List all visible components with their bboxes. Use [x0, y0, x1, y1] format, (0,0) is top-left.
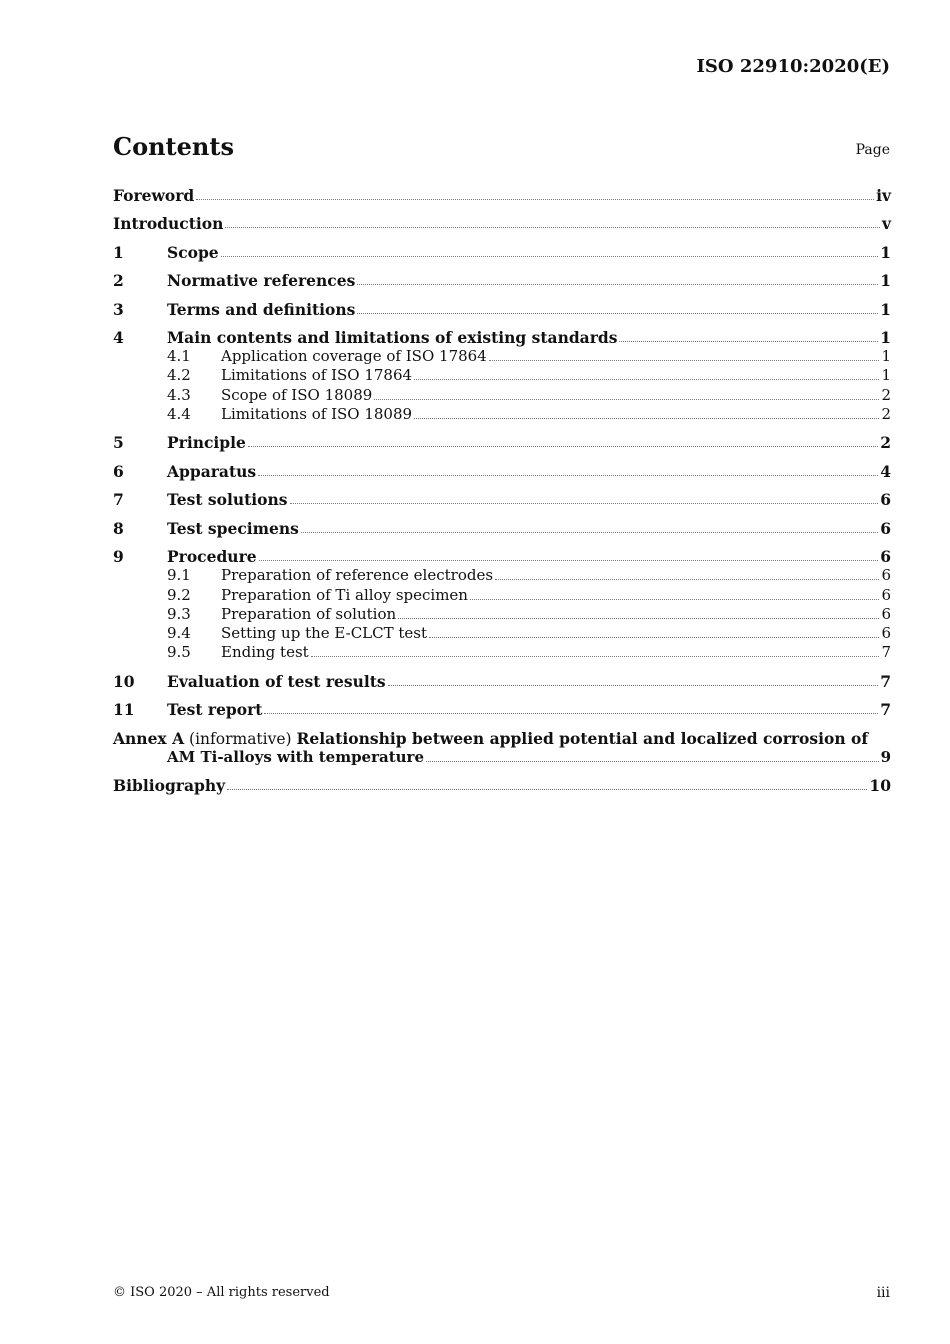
dot-leader	[221, 255, 879, 257]
toc-entry-page: 9	[880, 748, 891, 766]
annex-title-line1: Relationship between applied potential and localized corrosion of	[296, 729, 869, 748]
toc-entry-number: 9.3	[167, 605, 191, 623]
toc-entry-page: 1	[881, 366, 891, 384]
toc-entry-number: 9.2	[167, 586, 191, 604]
dot-leader	[470, 598, 880, 600]
toc-entry-page: 1	[881, 347, 891, 365]
dot-leader	[227, 788, 867, 790]
toc-entry-scope[interactable]	[113, 243, 891, 262]
toc-subentry-4-2[interactable]	[167, 366, 891, 385]
toc-entry-title: Terms and definitions	[167, 300, 356, 319]
toc-entry-title: Foreword	[113, 186, 195, 205]
toc-entry-number: 5	[113, 433, 124, 452]
dot-leader	[429, 636, 879, 638]
toc-entry-number: 9.4	[167, 624, 191, 642]
toc-entry-number: 9	[113, 547, 124, 566]
toc-entry-number: 4.2	[167, 366, 191, 384]
toc-entry-number: 4.4	[167, 405, 191, 423]
page-column-label: Page	[855, 142, 890, 158]
toc-entry-page: 7	[880, 700, 891, 719]
toc-entry-apparatus[interactable]	[113, 462, 891, 481]
dot-leader	[259, 559, 879, 561]
dot-leader	[489, 359, 880, 361]
toc-entry-title: Normative references	[167, 271, 356, 290]
toc-entry-terms-and-definitions[interactable]	[113, 300, 891, 319]
toc-entry-main-contents[interactable]	[113, 328, 891, 347]
dot-leader	[398, 617, 879, 619]
toc-entry-page: 6	[881, 586, 891, 604]
toc-entry-number: 9.5	[167, 643, 191, 661]
toc-entry-page: 2	[881, 386, 891, 404]
toc-entry-number: 3	[113, 300, 124, 319]
toc-subentry-9-5[interactable]	[167, 643, 891, 662]
toc-entry-test-report[interactable]	[113, 700, 891, 719]
toc-entry-page: 6	[880, 519, 891, 538]
toc-entry-title: Test report	[167, 700, 263, 719]
dot-leader	[301, 531, 878, 533]
toc-entry-number: 8	[113, 519, 124, 538]
copyright-notice: © ISO 2020 – All rights reserved	[113, 1285, 330, 1300]
dot-leader	[619, 340, 878, 342]
toc-entry-number: 6	[113, 462, 124, 481]
toc-entry-page: 7	[880, 672, 891, 691]
document-id: ISO 22910:2020(E)	[696, 56, 890, 77]
dot-leader	[225, 226, 880, 228]
dot-leader	[388, 684, 879, 686]
toc-entry-procedure[interactable]	[113, 547, 891, 566]
dot-leader	[414, 378, 879, 380]
toc-entry-page: 2	[880, 433, 891, 452]
annex-title-line2: AM Ti-alloys with temperature	[167, 748, 424, 766]
toc-entry-evaluation[interactable]	[113, 672, 891, 691]
toc-subentry-4-4[interactable]	[167, 405, 891, 424]
toc-entry-page: 1	[880, 243, 891, 262]
toc-entry-page: 1	[880, 271, 891, 290]
toc-subentry-9-3[interactable]	[167, 605, 891, 624]
toc-entry-introduction[interactable]	[113, 214, 891, 233]
toc-entry-number: 2	[113, 271, 124, 290]
toc-entry-number: 9.1	[167, 566, 191, 584]
toc-entry-page: 2	[881, 405, 891, 423]
toc-entry-page: 6	[880, 547, 891, 566]
toc-entry-page: 6	[881, 624, 891, 642]
toc-entry-title: Introduction	[113, 214, 224, 233]
toc-entry-title: Application coverage of ISO 17864	[221, 347, 487, 365]
toc-subentry-9-1[interactable]	[167, 566, 891, 585]
page-number: iii	[876, 1285, 890, 1301]
dot-leader	[258, 474, 878, 476]
toc-entry-title: Apparatus	[167, 462, 257, 481]
toc-subentry-4-1[interactable]	[167, 347, 891, 366]
toc-entry-normative-references[interactable]	[113, 271, 891, 290]
toc-entry-test-specimens[interactable]	[113, 519, 891, 538]
toc-entry-title: Limitations of ISO 18089	[221, 405, 413, 423]
toc-entry-bibliography[interactable]	[113, 776, 891, 795]
toc-entry-number: 1	[113, 243, 124, 262]
toc-entry-foreword[interactable]	[113, 186, 891, 205]
toc-entry-page: v	[881, 214, 891, 233]
toc-entry-page: 7	[881, 643, 891, 661]
dot-leader	[357, 312, 878, 314]
dot-leader	[414, 417, 879, 419]
toc-entry-title: Procedure	[167, 547, 257, 566]
toc-entry-title: Bibliography	[113, 776, 226, 795]
toc-entry-principle[interactable]	[113, 433, 891, 452]
toc-entry-number: 4.1	[167, 347, 191, 365]
toc-entry-title: Preparation of reference electrodes	[221, 566, 494, 584]
contents-title: Contents	[113, 132, 234, 161]
toc-entry-page: 4	[880, 462, 891, 481]
toc-entry-number: 11	[113, 700, 135, 719]
toc-entry-page: 6	[881, 605, 891, 623]
dot-leader	[248, 445, 878, 447]
toc-entry-title: Limitations of ISO 17864	[221, 366, 413, 384]
toc-subentry-4-3[interactable]	[167, 386, 891, 405]
toc-entry-title: Principle	[167, 433, 246, 452]
toc-entry-test-solutions[interactable]	[113, 490, 891, 509]
toc-entry-title: Test solutions	[167, 490, 288, 509]
annex-type: (informative)	[189, 730, 292, 748]
toc-entry-title: Preparation of Ti alloy specimen	[221, 586, 468, 604]
toc-entry-page: 1	[880, 328, 891, 347]
dot-leader	[290, 502, 879, 504]
toc-entry-annex-a[interactable]	[113, 729, 891, 749]
toc-subentry-9-4[interactable]	[167, 624, 891, 643]
dot-leader	[426, 760, 879, 762]
toc-entry-title: Test specimens	[167, 519, 299, 538]
toc-subentry-9-2[interactable]	[167, 586, 891, 605]
toc-entry-page: 1	[880, 300, 891, 319]
dot-leader	[311, 655, 880, 657]
dot-leader	[357, 283, 878, 285]
dot-leader	[196, 198, 874, 200]
toc-entry-title: Main contents and limitations of existing standards	[167, 328, 618, 347]
annex-label: Annex A	[113, 729, 185, 748]
toc-entry-title: Preparation of solution	[221, 605, 397, 623]
toc-entry-number: 4	[113, 328, 124, 347]
toc-entry-number: 10	[113, 672, 135, 691]
dot-leader	[495, 578, 879, 580]
toc-entry-number: 7	[113, 490, 124, 509]
dot-leader	[374, 398, 879, 400]
toc-entry-page: 10	[869, 776, 891, 795]
toc-entry-title: Ending test	[221, 643, 309, 661]
toc-entry-title: Scope	[167, 243, 219, 262]
toc-entry-title: Setting up the E-CLCT test	[221, 624, 428, 642]
toc-entry-annex-a-line2[interactable]	[167, 748, 891, 767]
toc-entry-number: 4.3	[167, 386, 191, 404]
toc-entry-title: Evaluation of test results	[167, 672, 386, 691]
toc-entry-page: iv	[876, 186, 891, 205]
toc-entry-title: Scope of ISO 18089	[221, 386, 373, 404]
dot-leader	[264, 712, 878, 714]
toc-entry-page: 6	[881, 566, 891, 584]
toc-entry-page: 6	[880, 490, 891, 509]
